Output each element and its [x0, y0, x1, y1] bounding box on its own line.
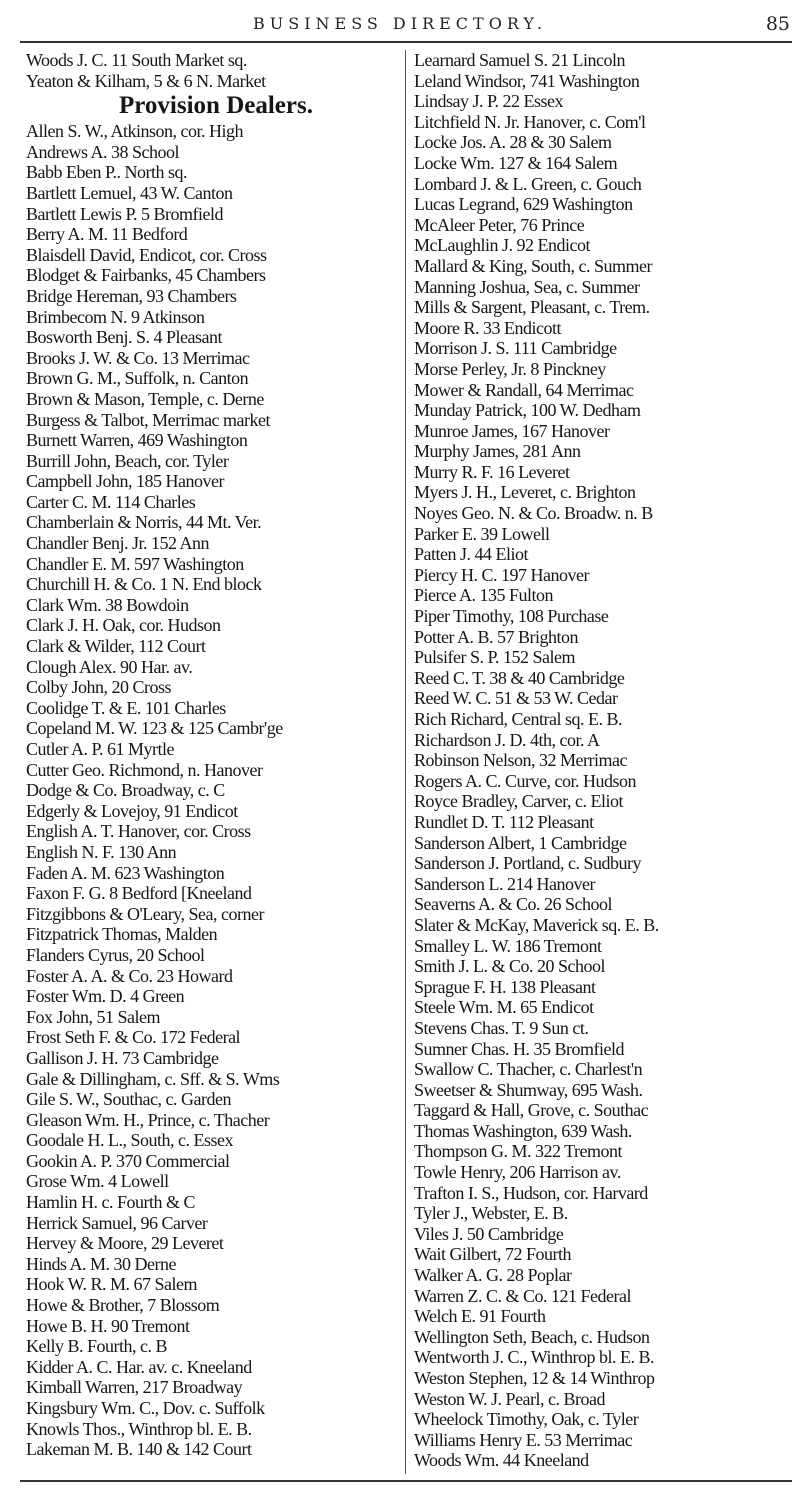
directory-entry: Viles J. 50 Cambridge — [414, 1223, 564, 1244]
directory-entry: Blaisdell David, Endicot, cor. Cross — [26, 244, 267, 265]
directory-entry: Burgess & Talbot, Merrimac market — [26, 409, 271, 430]
directory-entry: Brimbecom N. 9 Atkinson — [26, 306, 205, 327]
directory-entry: Murphy James, 281 Ann — [414, 441, 581, 462]
column-divider — [405, 50, 406, 1474]
directory-entry: Mills & Sargent, Pleasant, c. Trem. — [414, 297, 650, 318]
directory-entry: Steele Wm. M. 65 Endicot — [414, 997, 594, 1018]
directory-entry: McAleer Peter, 76 Prince — [414, 214, 585, 235]
directory-entry: Gale & Dillingham, c. Sff. & S. Wms — [26, 1068, 280, 1089]
directory-entry: Frost Seth F. & Co. 172 Federal — [26, 1027, 241, 1048]
directory-entry: Noyes Geo. N. & Co. Broadw. n. B — [414, 503, 653, 524]
directory-entry: Carter C. M. 114 Charles — [26, 491, 196, 512]
directory-entry: Faden A. M. 623 Washington — [26, 862, 225, 883]
directory-entry: Weston W. J. Pearl, c. Broad — [414, 1388, 606, 1409]
directory-entry: Hamlin H. c. Fourth & C — [26, 1192, 195, 1213]
running-title: BUSINESS DIRECTORY. — [253, 14, 547, 33]
left-column — [26, 50, 406, 1474]
directory-entry: Munday Patrick, 100 W. Dedham — [414, 400, 641, 421]
directory-entry: Chandler E. M. 597 Washington — [26, 553, 244, 574]
directory-entry: Churchill H. & Co. 1 N. End block — [26, 574, 262, 595]
directory-entry: Moore R. 33 Endicott — [414, 317, 561, 338]
directory-entry: Piper Timothy, 108 Purchase — [414, 606, 609, 627]
directory-entry: Potter A. B. 57 Brighton — [414, 626, 579, 647]
directory-entry: Murry R. F. 16 Leveret — [414, 461, 570, 482]
directory-entry: Coolidge T. & E. 101 Charles — [26, 697, 226, 718]
directory-entry: Foster Wm. D. 4 Green — [26, 986, 185, 1007]
directory-entry: Lombard J. & L. Green, c. Gouch — [414, 173, 642, 194]
directory-entry: Stevens Chas. T. 9 Sun ct. — [414, 1017, 589, 1038]
directory-entry: Blodget & Fairbanks, 45 Chambers — [26, 265, 266, 286]
directory-entry: Sweetser & Shumway, 695 Wash. — [414, 1079, 643, 1100]
directory-entry: Sanderson L. 214 Hanover — [414, 873, 595, 894]
page-header — [0, 0, 800, 44]
directory-entry: Manning Joshua, Sea, c. Summer — [414, 276, 640, 297]
directory-entry: Fox John, 51 Salem — [26, 1006, 161, 1027]
directory-entry: Warren Z. C. & Co. 121 Federal — [414, 1285, 631, 1306]
directory-entry: Tyler J., Webster, E. B. — [414, 1203, 568, 1224]
directory-entry: Reed W. C. 51 & 53 W. Cedar — [414, 688, 618, 709]
directory-entry: Kingsbury Wm. C., Dov. c. Suffolk — [26, 1398, 265, 1418]
directory-entry: Cutter Geo. Richmond, n. Hanover — [26, 759, 263, 780]
directory-entry: Mower & Randall, 64 Merrimac — [414, 379, 634, 400]
directory-entry: Munroe James, 167 Hanover — [414, 420, 610, 441]
directory-entry: Mallard & King, South, c. Summer — [414, 255, 652, 276]
directory-entry: Herrick Samuel, 96 Carver — [26, 1212, 208, 1233]
directory-entry: Chandler Benj. Jr. 152 Ann — [26, 533, 209, 554]
directory-entry: Bridge Hereman, 93 Chambers — [26, 285, 237, 306]
directory-entry: Fitzpatrick Thomas, Malden — [26, 924, 218, 945]
directory-entry: Yeaton & Kilham, 5 & 6 N. Market — [26, 70, 266, 91]
directory-entry: Kimball Warren, 217 Broadway — [26, 1377, 243, 1398]
directory-entry: Bartlett Lewis P. 5 Bromfield — [26, 203, 223, 224]
directory-entry: Walker A. G. 28 Poplar — [414, 1265, 572, 1286]
directory-entry: Brooks J. W. & Co. 13 Merrimac — [26, 347, 250, 368]
directory-entry: Welch E. 91 Fourth — [414, 1306, 546, 1327]
directory-entry: Faxon F. G. 8 Bedford [Kneeland — [26, 883, 252, 904]
directory-entry: Williams Henry E. 53 Merrimac — [414, 1429, 633, 1450]
directory-entry: Chamberlain & Norris, 44 Mt. Ver. — [26, 512, 262, 533]
directory-entry: Royce Bradley, Carver, c. Eliot — [414, 791, 624, 812]
directory-entry: Myers J. H., Leveret, c. Brighton — [414, 482, 636, 503]
directory-entry: Wheelock Timothy, Oak, c. Tyler — [414, 1409, 639, 1430]
directory-entry: Patten J. 44 Eliot — [414, 544, 528, 565]
directory-entry: Burrill John, Beach, cor. Tyler — [26, 450, 229, 471]
directory-entry: Smith J. L. & Co. 20 School — [414, 956, 606, 977]
directory-entry: Thompson G. M. 322 Tremont — [414, 1141, 623, 1162]
directory-entry: Wait Gilbert, 72 Fourth — [414, 1244, 572, 1265]
directory-entry: Gile S. W., Southac, c. Garden — [26, 1089, 231, 1110]
directory-entry: Litchfield N. Jr. Hanover, c. Com'l — [414, 111, 646, 132]
directory-entry: Learnard Samuel S. 21 Lincoln — [414, 50, 625, 70]
directory-entry: Knowls Thos., Winthrop bl. E. B. — [26, 1418, 252, 1439]
directory-entry: Fitzgibbons & O'Leary, Sea, corner — [26, 903, 265, 924]
directory-entry: Pulsifer S. P. 152 Salem — [414, 647, 576, 668]
directory-entry: Allen S. W., Atkinson, cor. High — [26, 121, 244, 142]
directory-entry: Hook W. R. M. 67 Salem — [26, 1274, 198, 1295]
directory-entry: Lakeman M. B. 140 & 142 Court — [26, 1439, 252, 1460]
directory-entry: Howe B. H. 90 Tremont — [26, 1315, 190, 1336]
directory-entry: Gleason Wm. H., Prince, c. Thacher — [26, 1109, 270, 1130]
directory-entry: Colby John, 20 Cross — [26, 677, 172, 698]
directory-entry: Swallow C. Thacher, c. Charlest'n — [414, 1059, 643, 1080]
directory-entry: Kidder A. C. Har. av. c. Kneeland — [26, 1356, 252, 1377]
directory-entry: Sprague F. H. 138 Pleasant — [414, 976, 596, 997]
section-heading: Provision Dealers. — [119, 92, 313, 120]
directory-entry: Brown G. M., Suffolk, n. Canton — [26, 368, 249, 389]
directory-entry: Edgerly & Lovejoy, 91 Endicot — [26, 800, 238, 821]
directory-entry: Clark & Wilder, 112 Court — [26, 636, 206, 657]
directory-entry: Dodge & Co. Broadway, c. C — [26, 780, 225, 801]
footer-rule — [20, 1480, 792, 1482]
directory-entry: Weston Stephen, 12 & 14 Winthrop — [414, 1368, 655, 1388]
directory-entry: Clough Alex. 90 Har. av. — [26, 656, 193, 677]
directory-entry: Howe & Brother, 7 Blossom — [26, 1295, 220, 1316]
directory-entry: Cutler A. P. 61 Myrtle — [26, 739, 175, 759]
directory-entry: Rogers A. C. Curve, cor. Hudson — [414, 770, 636, 791]
header-rule — [20, 41, 792, 43]
directory-entry: Brown & Mason, Temple, c. Derne — [26, 388, 264, 409]
directory-entry: Grose Wm. 4 Lowell — [26, 1171, 169, 1192]
directory-entry: Richardson J. D. 4th, cor. A — [414, 729, 600, 750]
directory-entry: Thomas Washington, 639 Wash. — [414, 1120, 632, 1141]
directory-entry: Kelly B. Fourth, c. B — [26, 1336, 167, 1357]
directory-entry: Piercy H. C. 197 Hanover — [414, 564, 589, 585]
directory-entry: Rich Richard, Central sq. E. B. — [414, 709, 622, 729]
directory-entry: McLaughlin J. 92 Endicot — [414, 235, 590, 256]
directory-entry: Smalley L. W. 186 Tremont — [414, 935, 602, 956]
directory-entry: Hinds A. M. 30 Derne — [26, 1253, 176, 1274]
directory-entry: Hervey & Moore, 29 Leveret — [26, 1233, 224, 1254]
directory-entry: Parker E. 39 Lowell — [414, 523, 550, 544]
directory-entry: Morse Perley, Jr. 8 Pinckney — [414, 358, 606, 379]
directory-entry: Burnett Warren, 469 Washington — [26, 430, 248, 451]
directory-entry: Pierce A. 135 Fulton — [414, 585, 553, 606]
directory-entry: Morrison J. S. 111 Cambridge — [414, 338, 617, 359]
directory-entry: Sanderson J. Portland, c. Sudbury — [414, 853, 641, 874]
directory-entry: Bartlett Lemuel, 43 W. Canton — [26, 182, 233, 203]
directory-entry: Gookin A. P. 370 Commercial — [26, 1150, 230, 1171]
directory-columns — [26, 50, 790, 1474]
directory-entry: Locke Jos. A. 28 & 30 Salem — [414, 132, 612, 153]
directory-entry: Woods Wm. 44 Kneeland — [414, 1450, 589, 1471]
directory-entry: Flanders Cyrus, 20 School — [26, 944, 205, 965]
directory-entry: Babb Eben P.. North sq. — [26, 162, 187, 183]
directory-entry: Lindsay J. P. 22 Essex — [414, 91, 564, 112]
directory-entry: Towle Henry, 206 Harrison av. — [414, 1162, 621, 1183]
directory-entry: Andrews A. 38 School — [26, 141, 179, 162]
directory-entry: Bosworth Benj. S. 4 Pleasant — [26, 327, 222, 348]
directory-entry: Sumner Chas. H. 35 Bromfield — [414, 1038, 624, 1059]
directory-entry: Campbell John, 185 Hanover — [26, 471, 224, 492]
directory-entry: Locke Wm. 127 & 164 Salem — [414, 152, 618, 173]
directory-entry: Taggard & Hall, Grove, c. Southac — [414, 1100, 649, 1121]
page-number: 85 — [765, 13, 790, 35]
directory-entry: Reed C. T. 38 & 40 Cambridge — [414, 667, 625, 688]
directory-entry: Clark Wm. 38 Bowdoin — [26, 594, 189, 615]
directory-entry: English N. F. 130 Ann — [26, 841, 177, 862]
directory-entry: Rundlet D. T. 112 Pleasant — [414, 811, 594, 832]
directory-entry: Lucas Legrand, 629 Washington — [414, 194, 633, 215]
directory-entry: Goodale H. L., South, c. Essex — [26, 1130, 233, 1151]
directory-entry: Gallison J. H. 73 Cambridge — [26, 1047, 219, 1068]
directory-entry: English A. T. Hanover, cor. Cross — [26, 821, 251, 842]
directory-entry: Leland Windsor, 741 Washington — [414, 70, 640, 91]
directory-entry: Clark J. H. Oak, cor. Hudson — [26, 615, 221, 636]
directory-entry: Wellington Seth, Beach, c. Hudson — [414, 1326, 650, 1347]
right-column — [414, 50, 790, 1474]
directory-entry: Sanderson Albert, 1 Cambridge — [414, 832, 627, 853]
directory-entry: Robinson Nelson, 32 Merrimac — [414, 750, 627, 771]
directory-entry: Berry A. M. 11 Bedford — [26, 224, 188, 245]
directory-entry: Slater & McKay, Maverick sq. E. B. — [414, 914, 659, 935]
directory-entry: Copeland M. W. 123 & 125 Cambr'ge — [26, 718, 283, 739]
directory-entry: Seaverns A. & Co. 26 School — [414, 894, 612, 915]
directory-entry: Wentworth J. C., Winthrop bl. E. B. — [414, 1347, 654, 1368]
directory-entry: Woods J. C. 11 South Market sq. — [26, 50, 247, 70]
directory-entry: Trafton I. S., Hudson, cor. Harvard — [414, 1182, 648, 1203]
directory-entry: Foster A. A. & Co. 23 Howard — [26, 965, 233, 986]
